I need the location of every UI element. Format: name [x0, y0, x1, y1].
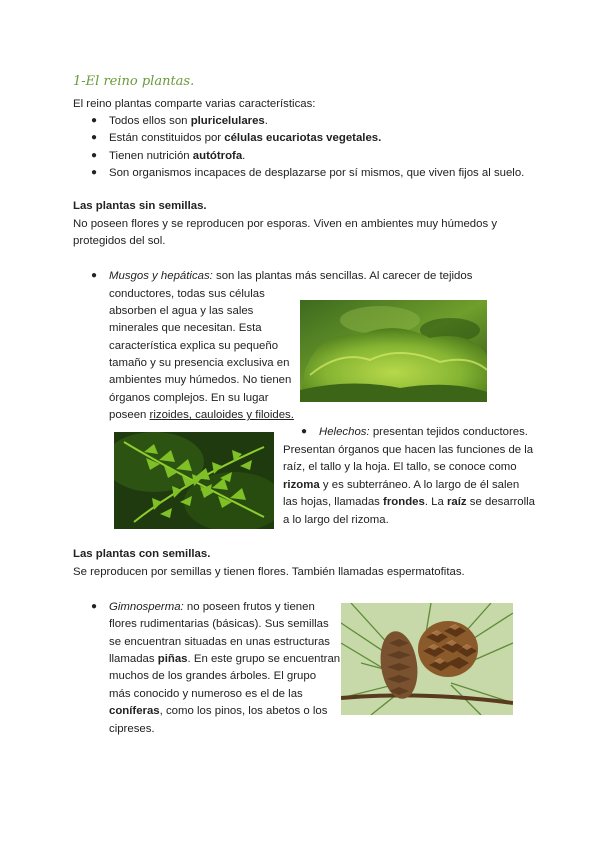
gimnosperma-line: más conocido y numeroso es el de las: [109, 688, 303, 700]
paragraph-line: Se reproducen por semillas y tienen flores. También llamadas espermatofitas.: [73, 566, 465, 578]
musgos-line: minerales que necesitan. Esta: [109, 322, 262, 334]
musgos-line: ambientes muy húmedos. No tienen: [109, 374, 292, 386]
musgos-last-line: poseen rizoides, cauloides y filoides.: [109, 409, 294, 421]
list-item: Tienen nutrición autótrofa.: [109, 150, 246, 162]
list-item: Son organismos incapaces de desplazarse por sí mismos, que viven fijos al suelo.: [109, 167, 525, 179]
gimnosperma-line: coníferas, como los pinos, los abetos o los: [109, 705, 328, 717]
helechos-first-line: Helechos: presentan tejidos conductores.: [319, 426, 528, 438]
pinecone-photo: [341, 603, 513, 715]
bullet-icon: ●: [91, 601, 98, 612]
moss-photo: [300, 300, 487, 402]
bullet-icon: ●: [91, 132, 98, 143]
helechos-line: las hojas, llamadas frondes. La raíz se desarrolla: [283, 496, 536, 508]
musgos-line: conductores, todas sus células: [109, 288, 265, 300]
gimnosperma-line: flores rudimentarias (básicas). Sus semillas: [109, 618, 329, 630]
musgos-line: órganos complejos. En su lugar: [109, 392, 269, 404]
musgos-line: tamaño y su presencia exclusiva en: [109, 357, 290, 369]
gimnosperma-line: muchos de los grandes árboles. El grupo: [109, 670, 317, 682]
intro-text: El reino plantas comparte varias características:: [73, 98, 316, 110]
helechos-line: raíz, el tallo y la hoja. El tallo, se conoce como: [283, 461, 517, 473]
musgos-line: característica explica su pequeño: [109, 340, 279, 352]
page-title: 1-El reino plantas.: [73, 74, 195, 89]
section-heading-sin-semillas: Las plantas sin semillas.: [73, 200, 207, 212]
paragraph-line: protegidos del sol.: [73, 235, 166, 247]
gimnosperma-line: llamadas piñas. En este grupo se encuentran: [109, 653, 341, 665]
bullet-icon: ●: [91, 167, 98, 178]
paragraph-line: No poseen flores y se reproducen por esporas. Viven en ambientes muy húmedos y: [73, 218, 498, 230]
gimnosperma-first-line: Gimnosperma: no poseen frutos y tienen: [109, 601, 315, 613]
musgos-line: absorben el agua y las sales: [109, 305, 254, 317]
list-item: Todos ellos son pluricelulares.: [109, 115, 268, 127]
gimnosperma-line: cipreses.: [109, 723, 155, 735]
fern-photo: [114, 432, 274, 529]
gimnosperma-line: se encuentran situadas en unas estructuras: [109, 636, 330, 648]
bullet-icon: ●: [91, 115, 98, 126]
musgos-first-line: Musgos y hepáticas: son las plantas más sencillas. Al carecer de tejidos: [109, 270, 473, 282]
helechos-line: a lo largo del rizoma.: [283, 514, 389, 526]
list-item: Están constituidos por células eucariotas vegetales.: [109, 132, 382, 144]
bullet-icon: ●: [91, 270, 98, 281]
bullet-icon: ●: [91, 150, 98, 161]
bullet-icon: ●: [301, 426, 308, 437]
section-heading-con-semillas: Las plantas con semillas.: [73, 548, 211, 560]
helechos-line: Presentan órganos que hacen las funciones de la: [283, 444, 534, 456]
helechos-line: rizoma y es subterráneo. A lo largo de él salen: [283, 479, 520, 491]
